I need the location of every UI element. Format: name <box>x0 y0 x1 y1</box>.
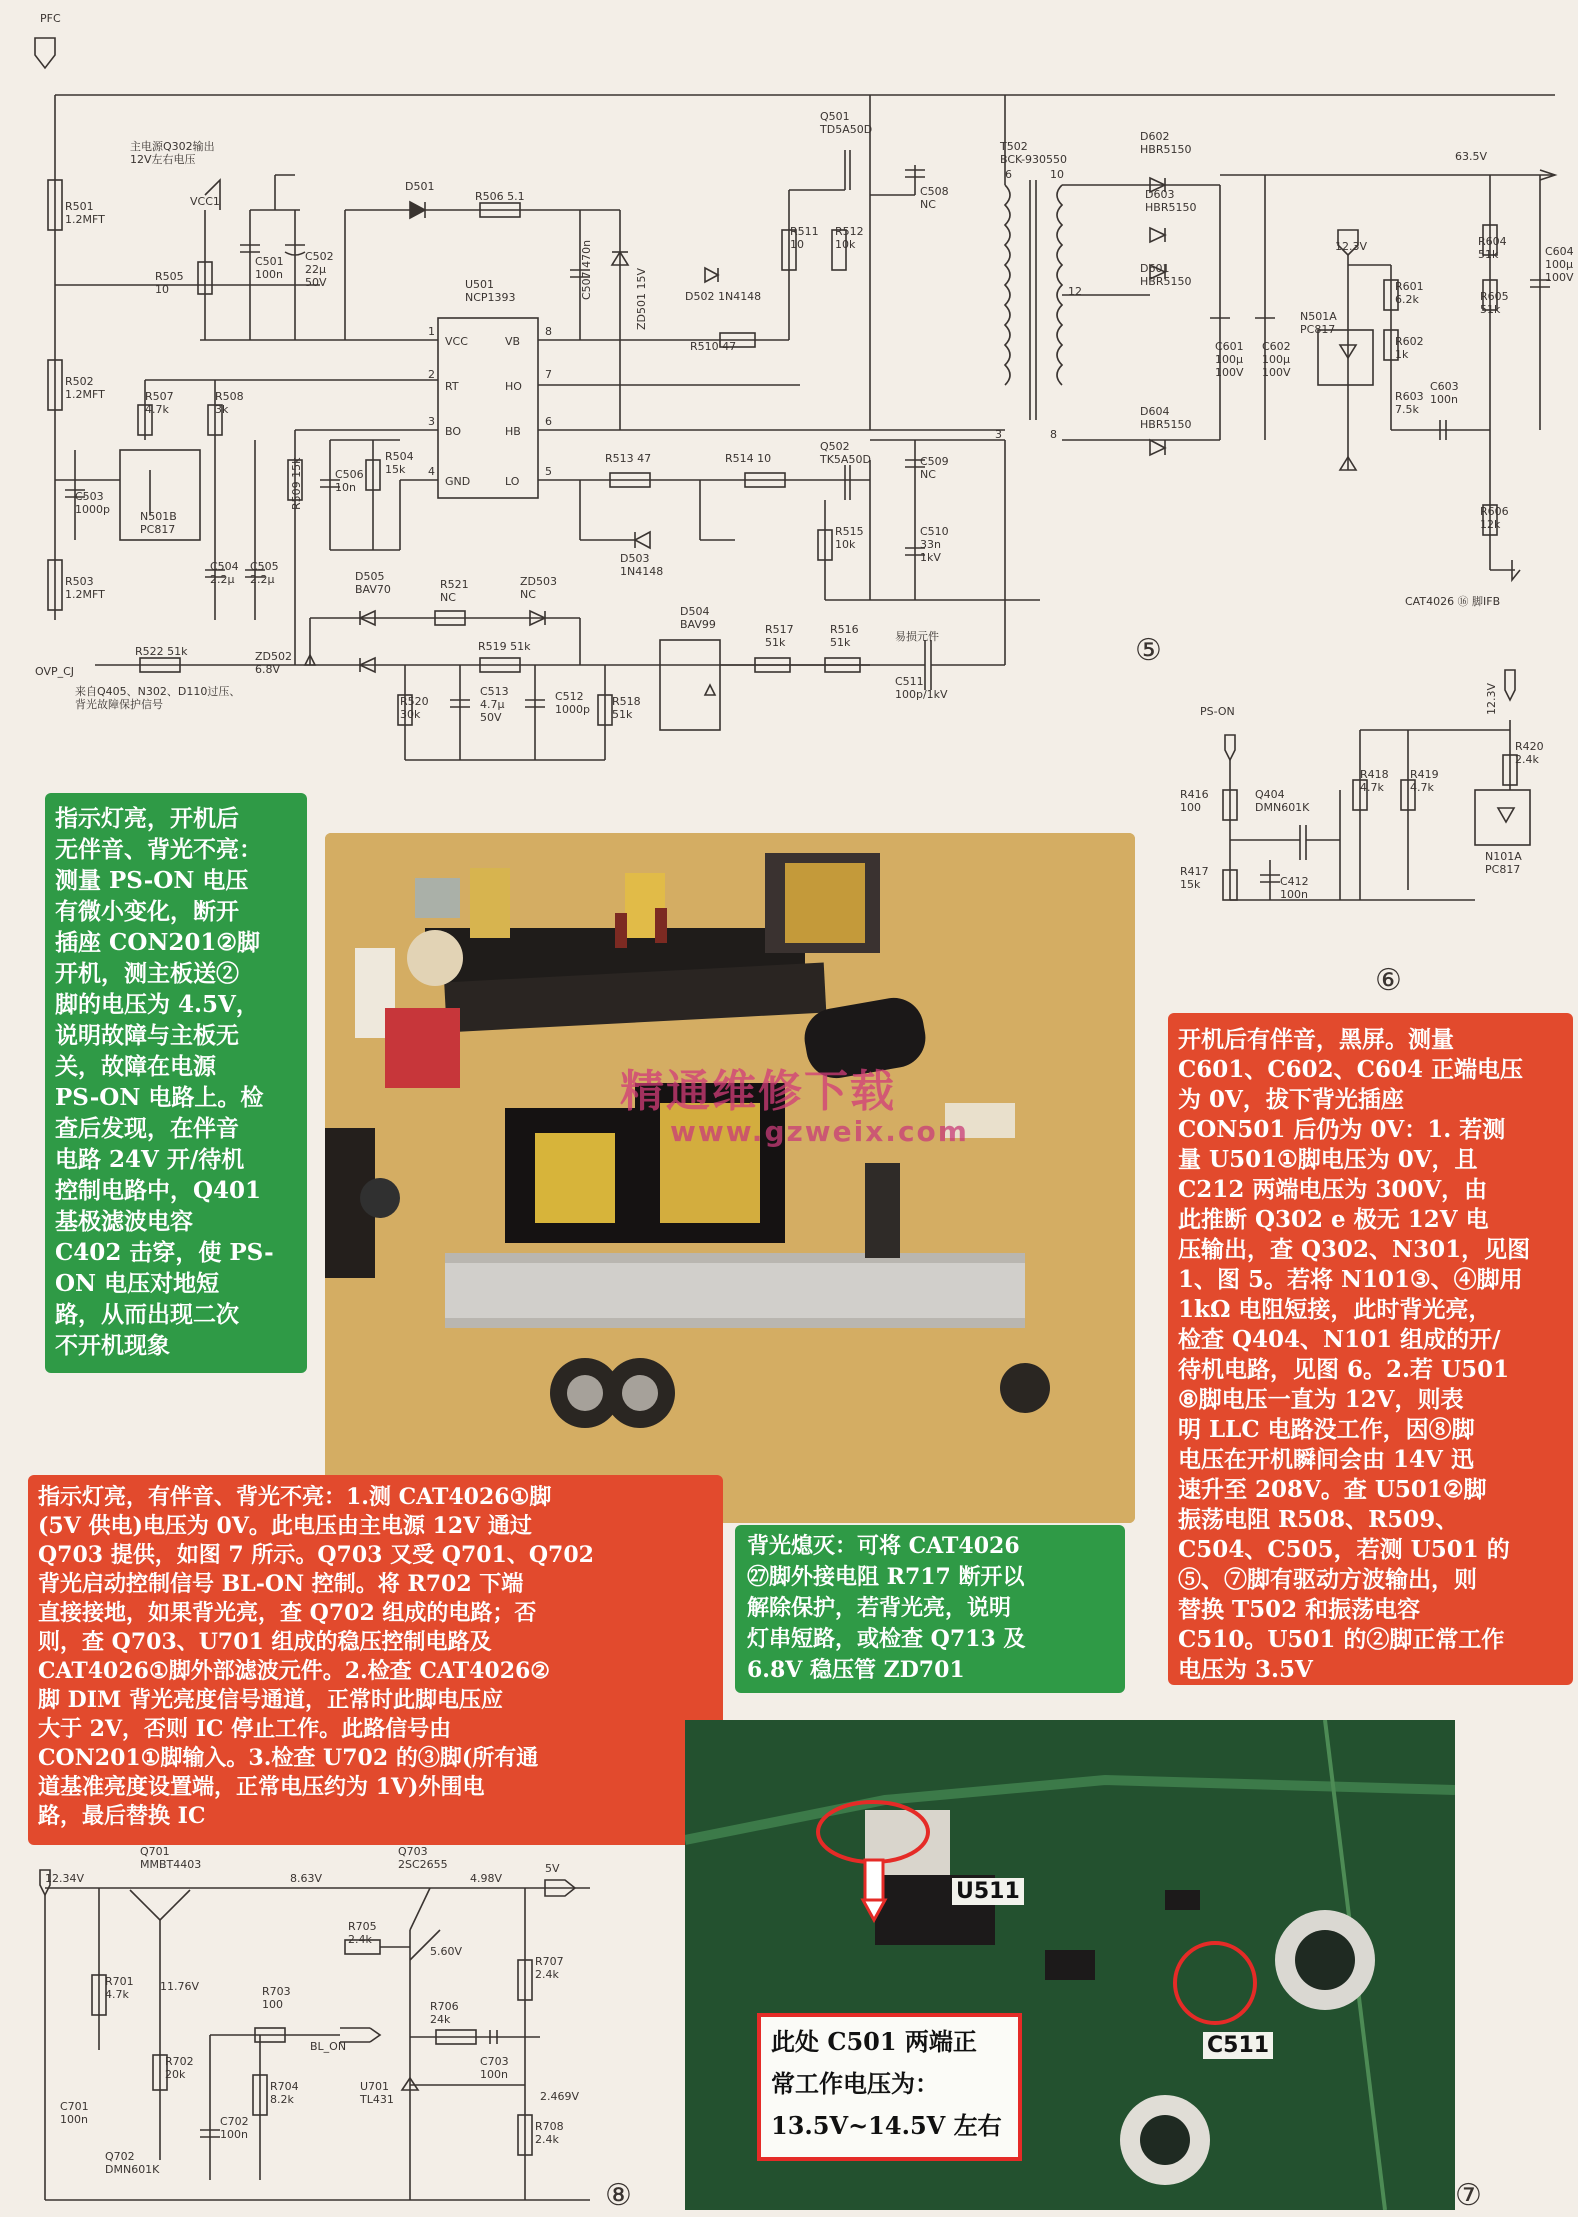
svg-text:ZD501 15V: ZD501 15V <box>635 267 648 330</box>
svg-text:D601HBR5150: D601 HBR5150 <box>1140 262 1192 288</box>
svg-text:VCC1: VCC1 <box>190 195 220 208</box>
svg-text:D602HBR5150: D602 HBR5150 <box>1140 130 1192 156</box>
svg-text:R7082.4k: R708 2.4k <box>535 2120 564 2146</box>
svg-text:11.76V: 11.76V <box>160 1980 200 1993</box>
svg-text:HB: HB <box>505 425 521 438</box>
c511-label: C511 <box>1203 2032 1273 2059</box>
svg-text:63.5V: 63.5V <box>1455 150 1488 163</box>
svg-text:R7048.2k: R704 8.2k <box>270 2080 299 2106</box>
svg-text:HO: HO <box>505 380 522 393</box>
svg-text:C703100n: C703 100n <box>480 2055 509 2081</box>
svg-text:R41715k: R417 15k <box>1180 865 1209 891</box>
svg-text:R4184.7k: R418 4.7k <box>1360 768 1389 794</box>
svg-text:Q404DMN601K: Q404 DMN601K <box>1255 788 1310 814</box>
svg-text:C507 470n: C507 470n <box>580 239 593 300</box>
svg-text:8: 8 <box>1050 428 1057 441</box>
svg-text:C412100n: C412 100n <box>1280 875 1309 901</box>
svg-text:R50415k: R504 15k <box>385 450 414 476</box>
svg-text:GND: GND <box>445 475 471 488</box>
svg-text:T502BCK-930550: T502 BCK-930550 <box>1000 140 1068 166</box>
svg-text:R5031.2MFT: R503 1.2MFT <box>65 575 105 601</box>
svg-text:U701TL431: U701 TL431 <box>360 2080 394 2106</box>
note-box-ps-on: 指示灯亮，开机后 无伴音、背光不亮： 测量 PS-ON 电压 有微小变化，断开 插座 CON201②脚 开机，测主板送② 脚的电压为 4.5V， 说明故障与主板无 关，故障在电源 PS-ON 电路上。检 查后发现，在伴音 电路 24V 开/待机 控制电路中，Q401 基极滤波电容 C402 击穿，使 PS- ON 电压对地短 路，从而出现二次 不开机现象 <box>45 793 307 1373</box>
watermark-url: www.gzweix.com <box>670 1115 969 1148</box>
svg-text:C602100μ100V: C602 100μ 100V <box>1262 340 1291 379</box>
svg-text:2.469V: 2.469V <box>540 2090 580 2103</box>
protection-source-note: 来自Q405、N302、D110过压、背光故障保护信号 <box>75 685 241 711</box>
svg-text:C5121000p: C512 1000p <box>555 690 590 716</box>
svg-text:12.3V: 12.3V <box>1485 682 1498 715</box>
svg-text:OVP_CJ: OVP_CJ <box>35 665 75 678</box>
vulnerable-part-label: 易损元件 <box>895 630 939 643</box>
svg-text:R52030k: R520 30k <box>400 695 429 721</box>
svg-text:N101APC817: N101A PC817 <box>1485 850 1522 876</box>
svg-text:R6021k: R602 1k <box>1395 335 1424 361</box>
svg-text:D603HBR5150: D603 HBR5150 <box>1145 188 1197 214</box>
svg-text:R506 5.1: R506 5.1 <box>475 190 525 203</box>
svg-text:R51510k: R515 10k <box>835 525 864 551</box>
fig5-labels <box>35 12 1574 724</box>
svg-text:R51851k: R518 51k <box>612 695 641 721</box>
svg-text:R60551k: R605 51k <box>1480 290 1509 316</box>
note-box-black-screen: 开机后有伴音，黑屏。测量 C601、C602、C604 正端电压 为 0V，拔下背光插座 CON501 后仍为 0V：1. 若测 量 U501①脚电压为 0V，且 C212 两端电压为 300V，由 此推断 Q302 e 极无 12V 电 压输出，查 Q302、N301，见图 1、图 5。若将 N101③、④脚用 1kΩ 电阻短接，此时背光亮， 检查 Q404、N101 组成的开/ 待机电路，见图 6。2.若 U501 ⑧脚电压一直为 12V，则表 明 LLC 电路没工作，因⑧脚 电压在开机瞬间会由 14V 迅 速升至 208V。查 U501②脚 振荡电阻 R508、R509、 C504、C505，若测 U501 的 ⑤、⑦脚有驱动方波输出，则 替换 T502 和振荡电容 C510。U501 的②脚正常工作 电压为 3.5V <box>1168 1013 1573 1685</box>
svg-text:C509NC: C509 NC <box>920 455 949 481</box>
svg-text:C508NC: C508 NC <box>920 185 949 211</box>
svg-text:R5021.2MFT: R502 1.2MFT <box>65 375 105 401</box>
svg-text:C701100n: C701 100n <box>60 2100 89 2126</box>
svg-text:R4194.7k: R419 4.7k <box>1410 768 1439 794</box>
svg-text:R51651k: R516 51k <box>830 623 859 649</box>
svg-text:5V: 5V <box>545 1862 560 1875</box>
svg-text:8: 8 <box>545 325 552 338</box>
svg-text:R70220k: R702 20k <box>165 2055 194 2081</box>
svg-text:R4202.4k: R420 2.4k <box>1515 740 1544 766</box>
svg-text:C501100n: C501 100n <box>255 255 284 281</box>
svg-text:C511100p/1kV: C511 100p/1kV <box>895 675 948 701</box>
svg-text:C603100n: C603 100n <box>1430 380 1459 406</box>
svg-text:R5083k: R508 3k <box>215 390 244 416</box>
svg-text:Q501TD5A50D: Q501 TD5A50D <box>820 110 873 136</box>
note-box-backlight-off: 指示灯亮，有伴音、背光不亮：1.测 CAT4026①脚 (5V 供电)电压为 0V。此电压由主电源 12V 通过 Q703 提供，如图 7 所示。Q703 又受 Q701、Q702 背光启动控制信号 BL-ON 控制。将 R702 下端 直接接地，如果背光亮，查 Q702 组成的电路；否 则，查 Q703、U701 组成的稳压控制电路及 CAT4026①脚外部滤波元件。2.检查 CAT4026② 脚 DIM 背光亮度信号通道，正常时此脚电压应 大于 2V，否则 IC 停止工作。此路信号由 CON201①脚输入。3.检查 U702 的③脚(所有通 道基准亮度设置端，正常电压约为 1V)外围电 路，最后替换 IC <box>28 1475 723 1845</box>
svg-text:VB: VB <box>505 335 521 348</box>
figure-number-6: ⑥ <box>1375 963 1402 998</box>
svg-text:C604100μ100V: C604 100μ 100V <box>1545 245 1574 284</box>
u501-label: U501 NCP1393 <box>465 278 516 304</box>
svg-text:8.63V: 8.63V <box>290 1872 323 1885</box>
svg-text:Q502TK5A50D: Q502 TK5A50D <box>820 440 871 466</box>
svg-text:R6037.5k: R603 7.5k <box>1395 390 1424 416</box>
svg-text:R60451k: R604 51k <box>1478 235 1507 261</box>
svg-text:3: 3 <box>428 415 435 428</box>
svg-text:12.3V: 12.3V <box>1335 240 1368 253</box>
power-board-photo <box>325 833 1135 1523</box>
svg-text:10: 10 <box>1050 168 1064 181</box>
power-board-drawing <box>325 833 1135 1523</box>
svg-text:R7014.7k: R701 4.7k <box>105 1975 134 2001</box>
svg-text:4: 4 <box>428 465 435 478</box>
svg-text:BO: BO <box>445 425 462 438</box>
svg-text:ZD503NC: ZD503 NC <box>520 575 558 601</box>
svg-text:R703100: R703 100 <box>262 1985 291 2011</box>
svg-text:R5011.2MFT: R501 1.2MFT <box>65 200 105 226</box>
svg-text:R6016.2k: R601 6.2k <box>1395 280 1424 306</box>
note-box-backlight-extinguish: 背光熄灭：可将 CAT4026 ㉗脚外接电阻 R717 断开以 解除保护，若背光亮，说明 灯串短路，或检查 Q713 及 6.8V 稳压管 ZD701 <box>735 1525 1125 1693</box>
svg-text:R5074.7k: R507 4.7k <box>145 390 174 416</box>
svg-text:ZD5026.8V: ZD502 6.8V <box>255 650 293 676</box>
svg-text:R70624k: R706 24k <box>430 2000 459 2026</box>
svg-text:5: 5 <box>545 465 552 478</box>
svg-text:N501APC817: N501A PC817 <box>1300 310 1337 336</box>
pfc-label: PFC <box>40 12 61 25</box>
figure-number-7: ⑦ <box>1455 2178 1482 2213</box>
u511-label: U511 <box>952 1878 1024 1905</box>
svg-text:R519 51k: R519 51k <box>478 640 531 653</box>
svg-text:VCC: VCC <box>445 335 468 348</box>
svg-text:Q7032SC2655: Q703 2SC2655 <box>398 1845 448 1871</box>
svg-text:R514 10: R514 10 <box>725 452 772 465</box>
svg-text:D504BAV99: D504 BAV99 <box>680 605 716 631</box>
svg-text:D5031N4148: D503 1N4148 <box>620 552 664 578</box>
svg-text:C50222μ50V: C502 22μ 50V <box>305 250 334 289</box>
svg-text:D501: D501 <box>405 180 435 193</box>
svg-text:RT: RT <box>445 380 459 393</box>
svg-text:C51033n1kV: C510 33n 1kV <box>920 525 949 564</box>
svg-text:R513 47: R513 47 <box>605 452 652 465</box>
svg-text:6: 6 <box>1005 168 1012 181</box>
svg-text:1: 1 <box>428 325 435 338</box>
svg-text:5.60V: 5.60V <box>430 1945 463 1958</box>
svg-text:R51110: R511 10 <box>790 225 819 251</box>
svg-text:6: 6 <box>545 415 552 428</box>
svg-text:Q702DMN601K: Q702 DMN601K <box>105 2150 160 2176</box>
svg-text:12: 12 <box>1068 285 1082 298</box>
svg-text:D502 1N4148: D502 1N4148 <box>685 290 762 303</box>
svg-text:D505BAV70: D505 BAV70 <box>355 570 391 596</box>
svg-text:C5134.7μ50V: C513 4.7μ 50V <box>480 685 509 724</box>
svg-text:C601100μ100V: C601 100μ 100V <box>1215 340 1244 379</box>
svg-text:12.34V: 12.34V <box>45 1872 85 1885</box>
svg-text:R60612k: R606 12k <box>1480 505 1509 531</box>
svg-text:R7052.4k: R705 2.4k <box>348 1920 377 1946</box>
figure-number-8: ⑧ <box>605 2178 632 2213</box>
svg-text:R416100: R416 100 <box>1180 788 1209 814</box>
svg-text:R7072.4k: R707 2.4k <box>535 1955 564 1981</box>
svg-text:3: 3 <box>995 428 1002 441</box>
svg-text:C702100n: C702 100n <box>220 2115 249 2141</box>
svg-text:2: 2 <box>428 368 435 381</box>
svg-text:R521NC: R521 NC <box>440 578 469 604</box>
svg-text:C5031000p: C503 1000p <box>75 490 110 516</box>
svg-text:LO: LO <box>505 475 520 488</box>
svg-text:N501BPC817: N501B PC817 <box>140 510 177 536</box>
svg-text:C5052.2μ: C505 2.2μ <box>250 560 279 586</box>
svg-text:R510 47: R510 47 <box>690 340 737 353</box>
svg-text:Q701MMBT4403: Q701 MMBT4403 <box>140 1845 202 1871</box>
main-power-note: 主电源Q302输出 12V左右电压 <box>130 140 215 166</box>
svg-text:BL_ON: BL_ON <box>310 2040 347 2053</box>
svg-text:R522 51k: R522 51k <box>135 645 188 658</box>
svg-text:4.98V: 4.98V <box>470 1872 503 1885</box>
svg-text:R509 15k: R509 15k <box>290 457 303 510</box>
cat4026-ifb-label: CAT4026 ⑯ 脚IFB <box>1405 595 1501 608</box>
svg-text:R51210k: R512 10k <box>835 225 864 251</box>
c501-voltage-note: 此处 C501 两端正 常工作电压为： 13.5V~14.5V 左右 <box>757 2013 1022 2161</box>
svg-text:7: 7 <box>545 368 552 381</box>
svg-text:C50610n: C506 10n <box>335 468 364 494</box>
svg-text:D604HBR5150: D604 HBR5150 <box>1140 405 1192 431</box>
watermark: 精通维修下载 <box>620 1066 896 1117</box>
svg-text:C5042.2μ: C504 2.2μ <box>210 560 239 586</box>
svg-text:R50510: R505 10 <box>155 270 184 296</box>
fig8-labels <box>45 1845 632 2213</box>
svg-text:PS-ON: PS-ON <box>1200 705 1235 718</box>
figure-number-5: ⑤ <box>1135 633 1162 668</box>
svg-text:R51751k: R517 51k <box>765 623 794 649</box>
